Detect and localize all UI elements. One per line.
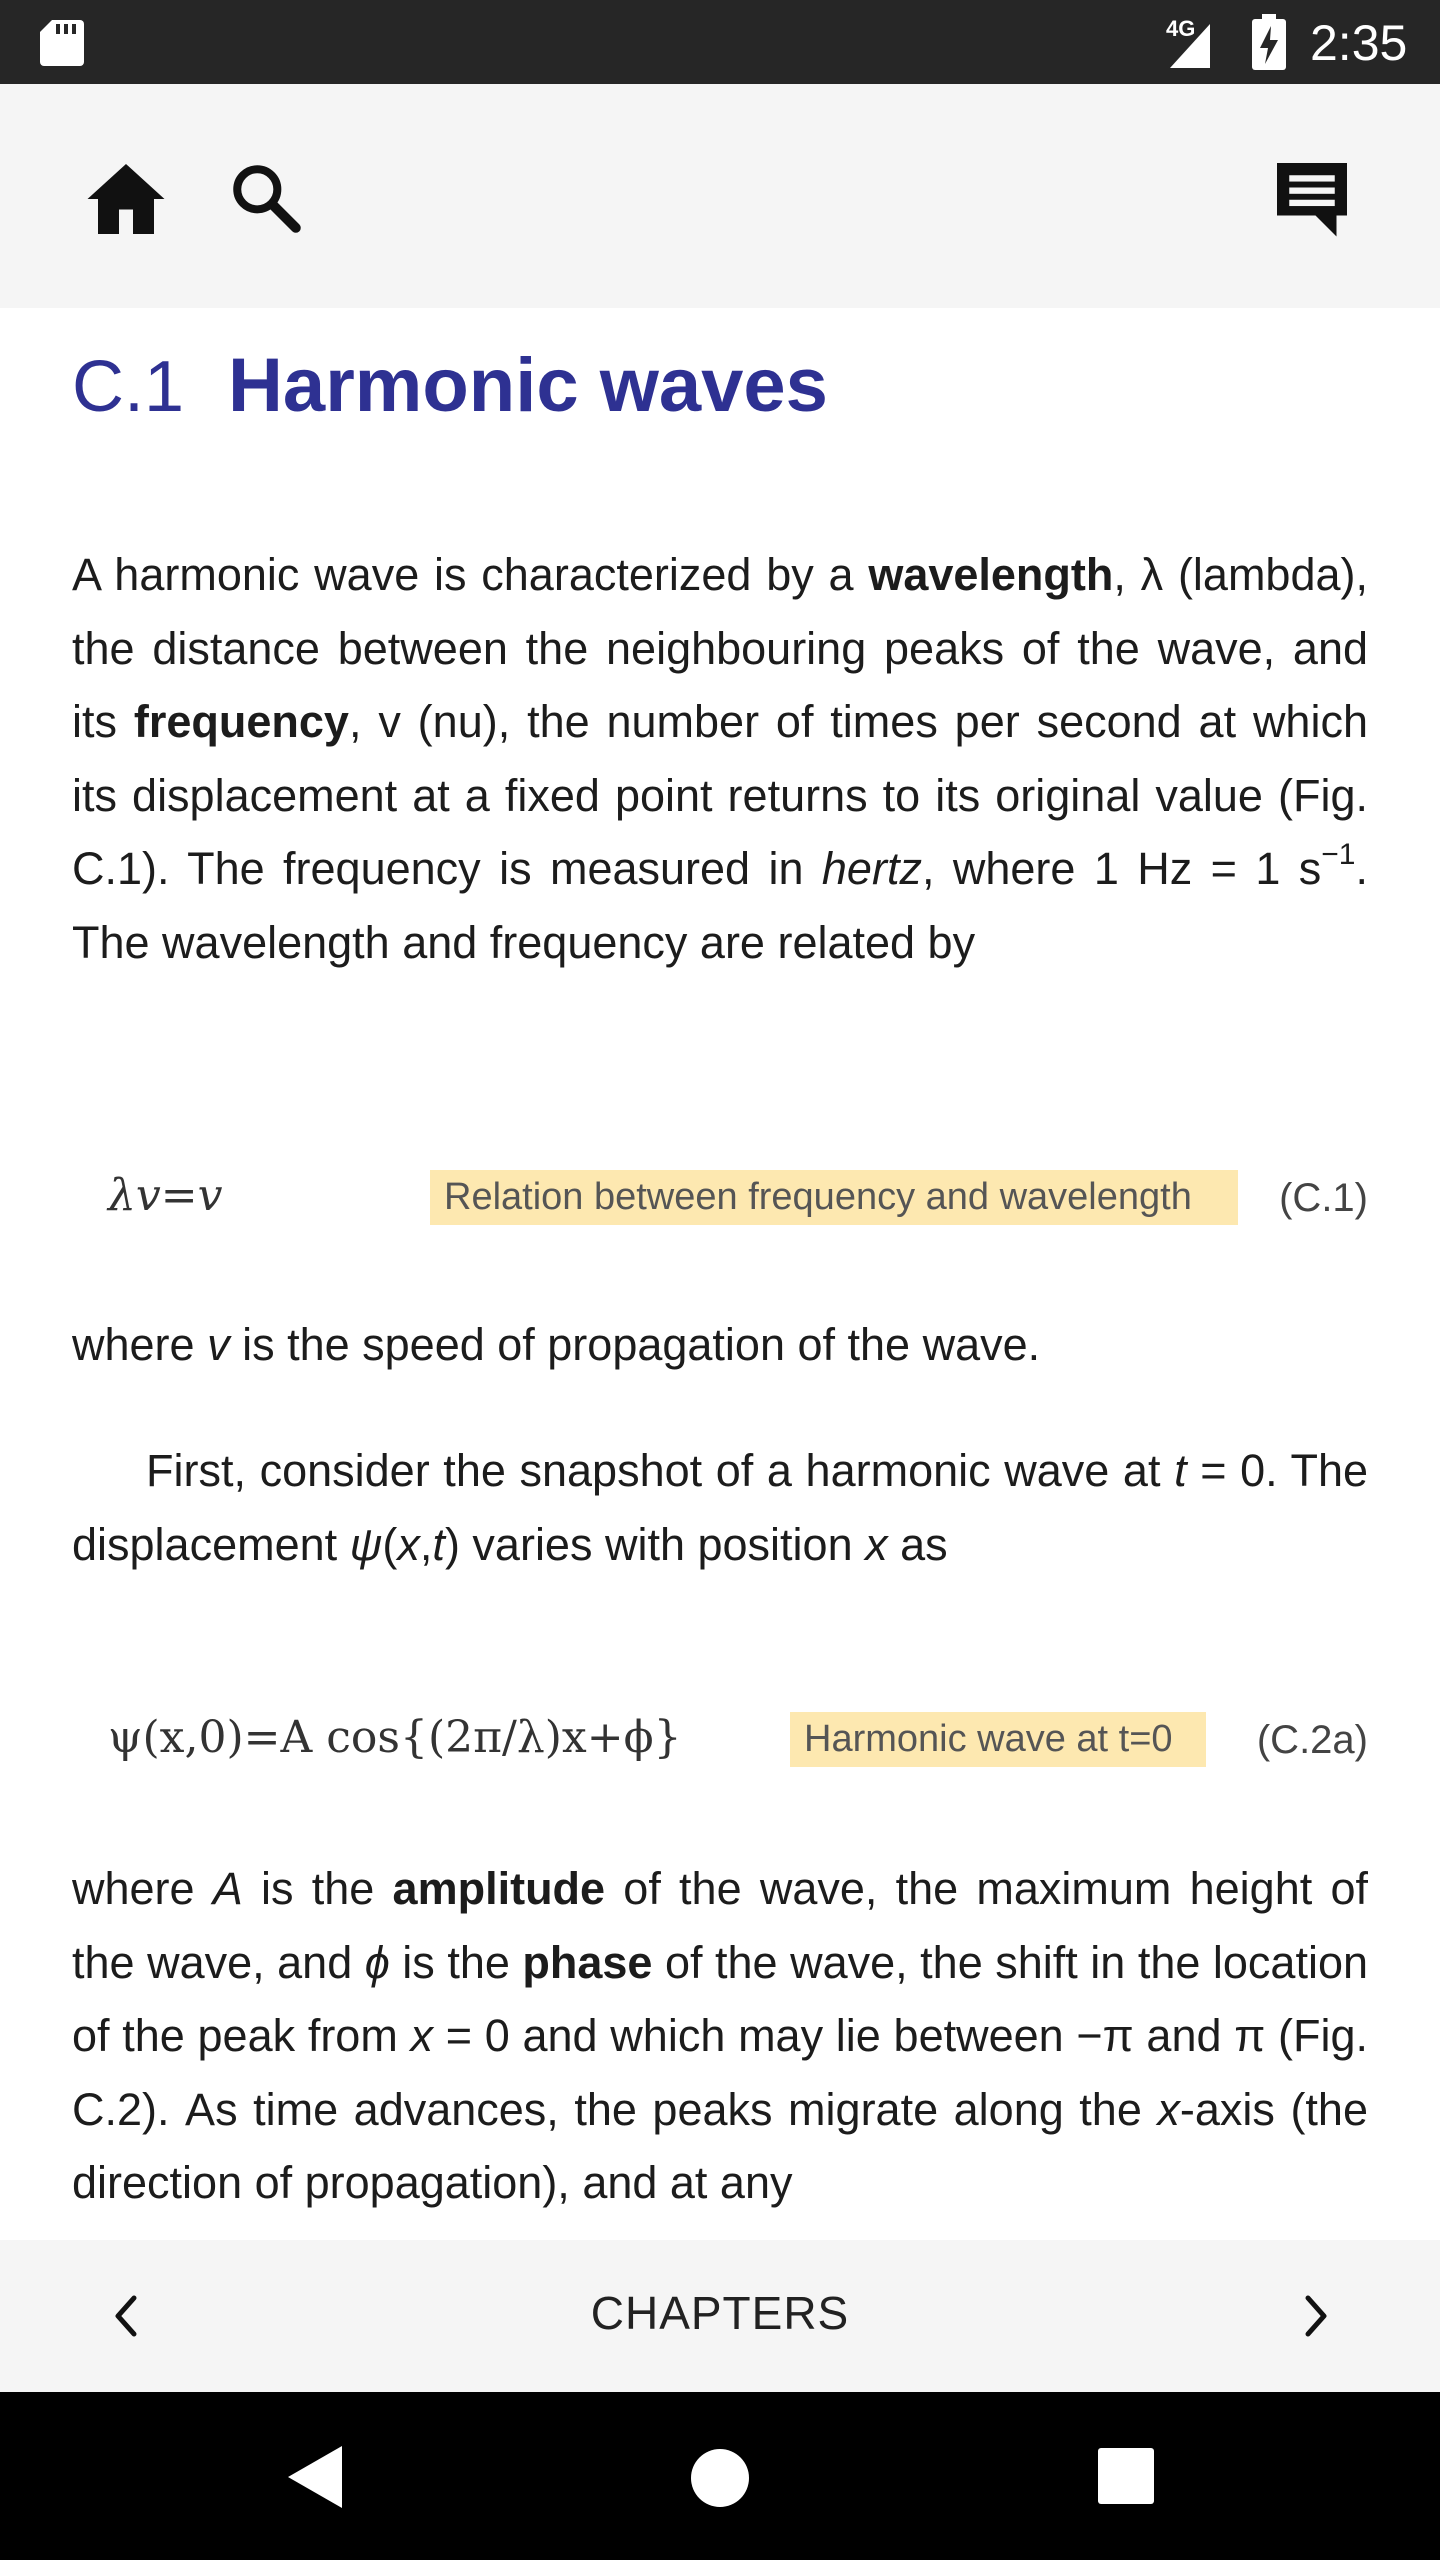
equation-formula: ψ(x,0)=A cos{(2π/λ)x+ϕ} xyxy=(108,1712,682,1763)
chevron-left-icon[interactable] xyxy=(104,2288,148,2344)
search-icon[interactable] xyxy=(228,160,302,234)
bottom-navigation xyxy=(0,2240,1440,2392)
signal-icon xyxy=(1170,20,1210,68)
chapter-content xyxy=(72,308,1368,2240)
system-navigation-bar xyxy=(0,2392,1440,2560)
sd-card-icon xyxy=(40,18,84,66)
chevron-right-icon[interactable] xyxy=(1294,2288,1338,2344)
equation-label: Harmonic wave at t=0 xyxy=(790,1712,1206,1767)
paragraph: where A is the amplitude of the wave, the maximum height of the wave, and ϕ is the phase of the wave, the shift in the location of the peak from x = 0 and which may lie between −π and π (Fig. C.2). As time advances, the peaks migrate along the x-axis (the direction of propagation), and at any xyxy=(72,1863,1368,2208)
equation-number: (C.1) xyxy=(1279,1176,1368,1220)
recents-icon[interactable] xyxy=(1098,2448,1154,2504)
clock: 2:35 xyxy=(1310,15,1408,71)
status-bar xyxy=(0,0,1440,84)
section-heading xyxy=(72,342,828,442)
paragraph: A harmonic wave is characterized by a wavelength, λ (lambda), the distance between the neighbouring peaks of the wave, and its frequency, v (nu), the number of times per second at which its displacement at a fixed point returns to its original value (Fig. C.1). The frequency is measured in hertz, where 1 Hz = 1 $s^{-1}$. The wavelength and frequency are related by xyxy=(72,549,1368,968)
paragraph: First, consider the snapshot of a harmonic wave at t = 0. The displacement ψ(x,t) varies with position x as xyxy=(72,1445,1368,1570)
equation-formula: λv=v xyxy=(108,1170,223,1221)
chapters-button[interactable]: CHAPTERS xyxy=(560,2286,880,2340)
home-circle-icon[interactable] xyxy=(690,2448,750,2508)
equation-number: (C.2a) xyxy=(1256,1718,1368,1762)
section-title: Harmonic waves xyxy=(228,343,828,428)
comment-icon[interactable] xyxy=(1270,156,1354,240)
paragraph: where v is the speed of propagation of the wave. xyxy=(72,1319,1041,1370)
section-number: C.1 xyxy=(72,347,185,427)
battery-charging-icon xyxy=(1252,14,1286,70)
home-icon[interactable] xyxy=(84,160,168,238)
equation-c2a xyxy=(72,1712,1368,1772)
back-icon[interactable] xyxy=(286,2444,344,2510)
top-toolbar xyxy=(0,84,1440,308)
equation-label: Relation between frequency and wavelength xyxy=(430,1170,1238,1225)
equation-c1 xyxy=(72,1170,1368,1230)
network-type: 4G xyxy=(1166,16,1196,41)
